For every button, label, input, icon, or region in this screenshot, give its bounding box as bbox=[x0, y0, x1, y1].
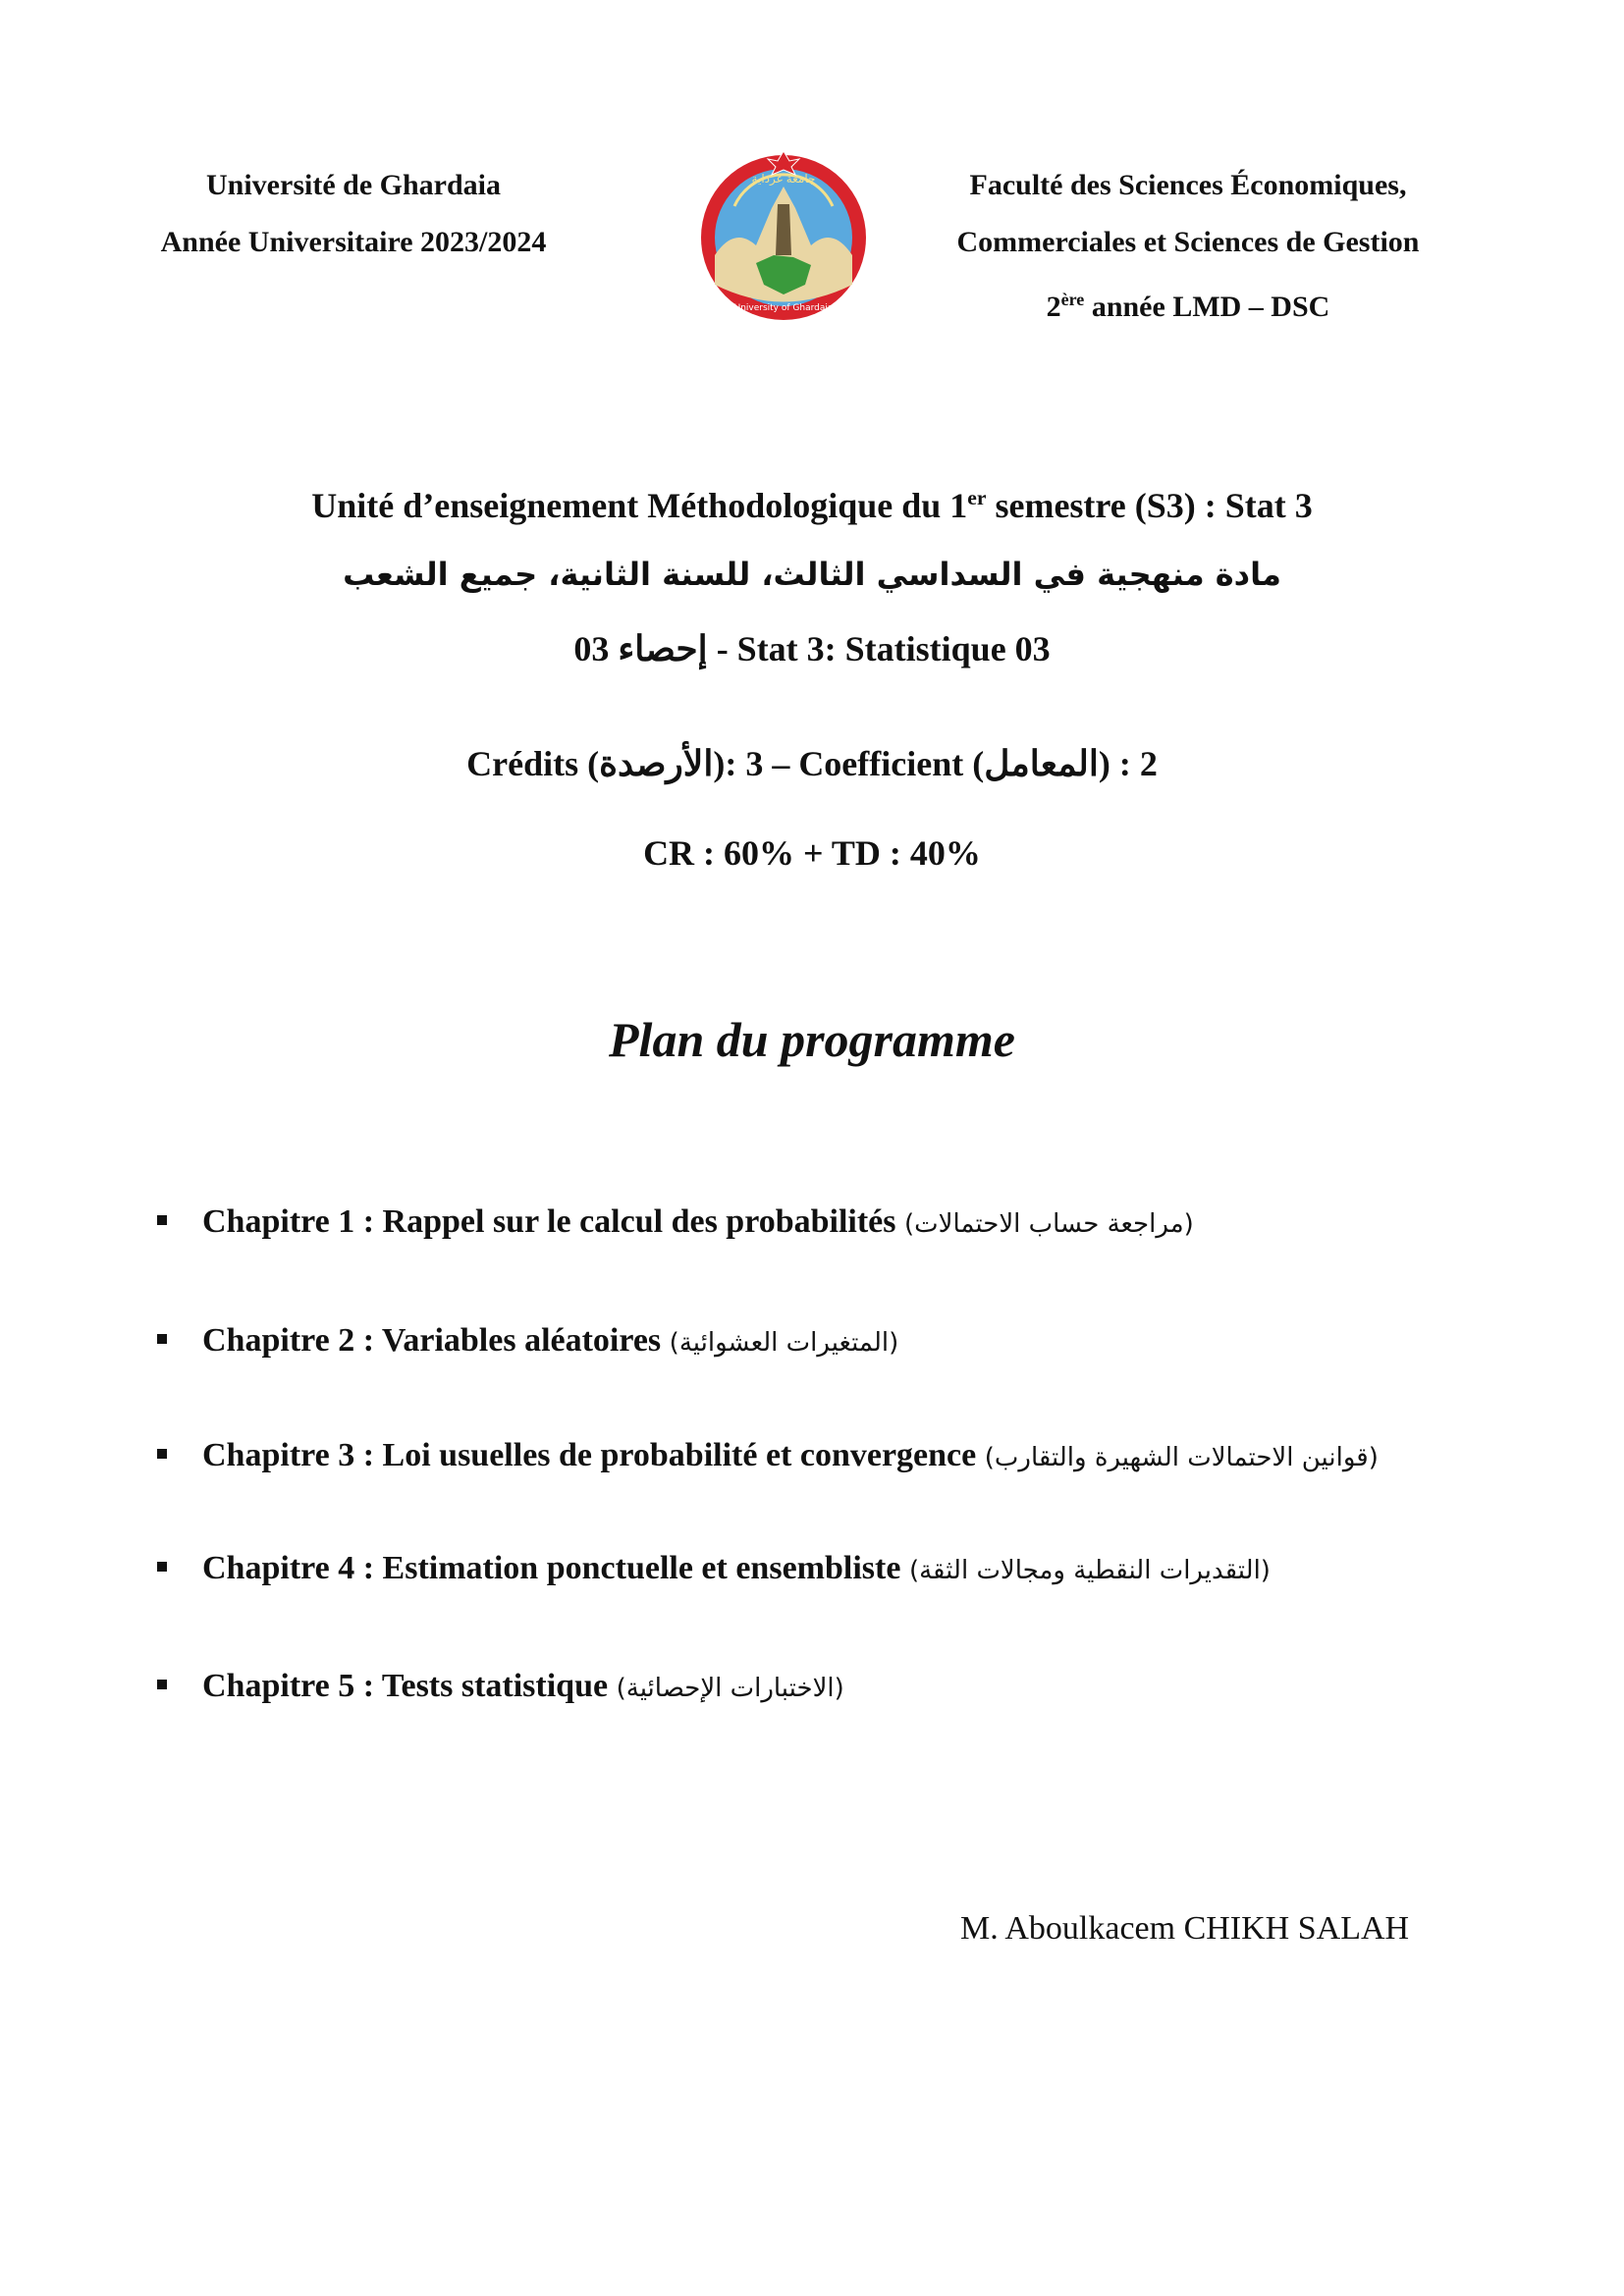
chapter-label: Chapitre 3 : Loi usuelles de probabilité et convergence bbox=[202, 1437, 977, 1473]
teaching-unit-sup: er bbox=[967, 486, 987, 509]
bullet-icon bbox=[157, 1334, 167, 1344]
chapter-label: Chapitre 5 : Tests statistique bbox=[202, 1668, 609, 1704]
bullet-icon bbox=[157, 1680, 167, 1689]
study-level-sup: ère bbox=[1060, 290, 1085, 309]
chapter-item bbox=[157, 1668, 1512, 1705]
chapter-arabic: (قوانين الاحتمالات الشهيرة والتقارب) bbox=[984, 1443, 1379, 1472]
chapter-item bbox=[157, 1203, 1512, 1241]
teaching-unit-arabic: مادة منهجية في السداسي الثالث، للسنة الثانية، جميع الشعب bbox=[343, 556, 1281, 593]
teaching-unit-suffix: semestre (S3) : Stat 3 bbox=[986, 486, 1313, 525]
chapter-arabic: (مراجعة حساب الاحتمالات) bbox=[904, 1209, 1194, 1239]
chapter-item bbox=[157, 1437, 1512, 1474]
chapter-label: Chapitre 4 : Estimation ponctuelle et ensembliste bbox=[202, 1550, 901, 1586]
chapter-arabic: (المتغيرات العشوائية) bbox=[669, 1328, 899, 1358]
university-header bbox=[118, 157, 589, 271]
credits-coefficient: Crédits (الأرصدة): 3 – Coefficient (المعامل) : 2 bbox=[466, 744, 1158, 783]
chapter-item bbox=[157, 1550, 1512, 1587]
bullet-icon bbox=[157, 1449, 167, 1459]
university-logo-icon bbox=[695, 147, 872, 324]
author-signature: M. Aboulkacem CHIKH SALAH bbox=[960, 1910, 1410, 1947]
bullet-icon bbox=[157, 1562, 167, 1572]
academic-year: Année Universitaire 2023/2024 bbox=[160, 226, 547, 258]
chapter-arabic: (الاختبارات الإحصائية) bbox=[616, 1674, 844, 1703]
plan-title: Plan du programme bbox=[609, 1012, 1015, 1067]
chapter-item bbox=[157, 1322, 1512, 1360]
study-level bbox=[913, 271, 1463, 336]
faculty-header bbox=[913, 157, 1463, 336]
chapter-label: Chapitre 2 : Variables aléatoires bbox=[202, 1322, 662, 1359]
faculty-name-line1: Faculté des Sciences Économiques, bbox=[969, 169, 1407, 201]
study-level-text: année LMD – DSC bbox=[1084, 291, 1330, 323]
university-name: Université de Ghardaia bbox=[206, 169, 501, 201]
chapter-label: Chapitre 1 : Rappel sur le calcul des probabilités bbox=[202, 1203, 896, 1240]
evaluation-weights: CR : 60% + TD : 40% bbox=[643, 833, 981, 873]
teaching-unit-prefix: Unité d’enseignement Méthodologique du 1 bbox=[311, 486, 968, 525]
bullet-icon bbox=[157, 1215, 167, 1225]
chapter-arabic: (التقديرات النقطية ومجالات الثقة) bbox=[908, 1556, 1271, 1585]
teaching-unit-title bbox=[147, 485, 1477, 526]
faculty-name-line2: Commerciales et Sciences de Gestion bbox=[956, 226, 1420, 258]
study-level-number: 2 bbox=[1046, 291, 1061, 323]
course-title: 03 إحصاء - Stat 3: Statistique 03 bbox=[573, 629, 1051, 668]
svg-text:جامعة غرداية: جامعة غرداية bbox=[751, 172, 816, 186]
svg-text:University of Ghardaia: University of Ghardaia bbox=[733, 303, 834, 313]
